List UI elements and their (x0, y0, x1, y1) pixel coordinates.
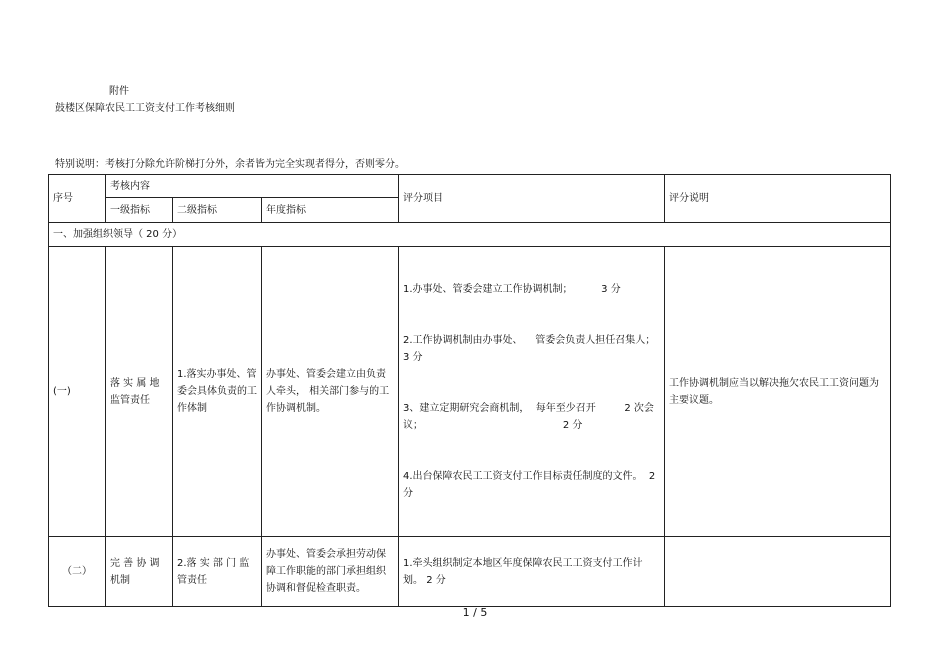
header-level2: 二级指标 (173, 198, 262, 223)
row-items (399, 247, 665, 537)
table-row (49, 537, 891, 607)
section-row (49, 223, 891, 247)
score-item: 1.牵头组织制定本地区年度保障农民工工资支付工作计划。 2 分 (403, 557, 643, 586)
special-note: 特别说明：考核打分除允许阶梯打分外，余者皆为完全实现者得分，否则零分。 (55, 159, 405, 170)
document-title: 鼓楼区保障农民工工资支付工作考核细则 (55, 103, 235, 114)
header-scoring-notes: 评分说明 (665, 175, 891, 223)
header-annual: 年度指标 (262, 198, 399, 223)
row-level1: 落 实 属 地 监管责任 (106, 247, 173, 537)
row-items (399, 537, 665, 607)
score-item: 4.出台保障农民工工资支付工作目标责任制度的文件。 2 分 (403, 471, 659, 499)
row-seq: （二） (49, 537, 106, 607)
score-item: 1.办事处、管委会建立工作协调机制； 3 分 (403, 284, 621, 295)
row-level2: 2.落 实 部 门 监管责任 (173, 537, 262, 607)
row-note (665, 537, 891, 607)
page-number: 1 / 5 (462, 606, 488, 619)
row-level2: 1.落实办事处、管委会具体负责的工作体制 (173, 247, 262, 537)
score-item: 3、建立定期研究会商机制， 每年至少召开 2 次会议； 2 分 (403, 403, 654, 431)
header-scoring-items: 评分项目 (399, 175, 665, 223)
row-annual: 办事处、管委会承担劳动保障工作职能的部门承担组织协调和督促检查职责。 (262, 537, 399, 607)
row-level1: 完 善 协 调 机制 (106, 537, 173, 607)
row-seq: (一) (49, 247, 106, 537)
section-heading: 一、加强组织领导（ 20 分） (49, 223, 891, 247)
header-row-1 (49, 175, 891, 198)
score-item: 2.工作协调机制由办事处、 管委会负责人担任召集人； 3 分 (403, 335, 662, 363)
header-seq: 序号 (49, 175, 106, 223)
table-row (49, 247, 891, 537)
row-annual: 办事处、管委会建立由负责人牵头， 相关部门参与的工作协调机制。 (262, 247, 399, 537)
row-note: 工作协调机制应当以解决拖欠农民工工资问题为主要议题。 (665, 247, 891, 537)
header-level1: 一级指标 (106, 198, 173, 223)
assessment-table (48, 174, 891, 607)
header-assess-content: 考核内容 (106, 175, 399, 198)
attachment-label: 附件 (109, 86, 129, 97)
